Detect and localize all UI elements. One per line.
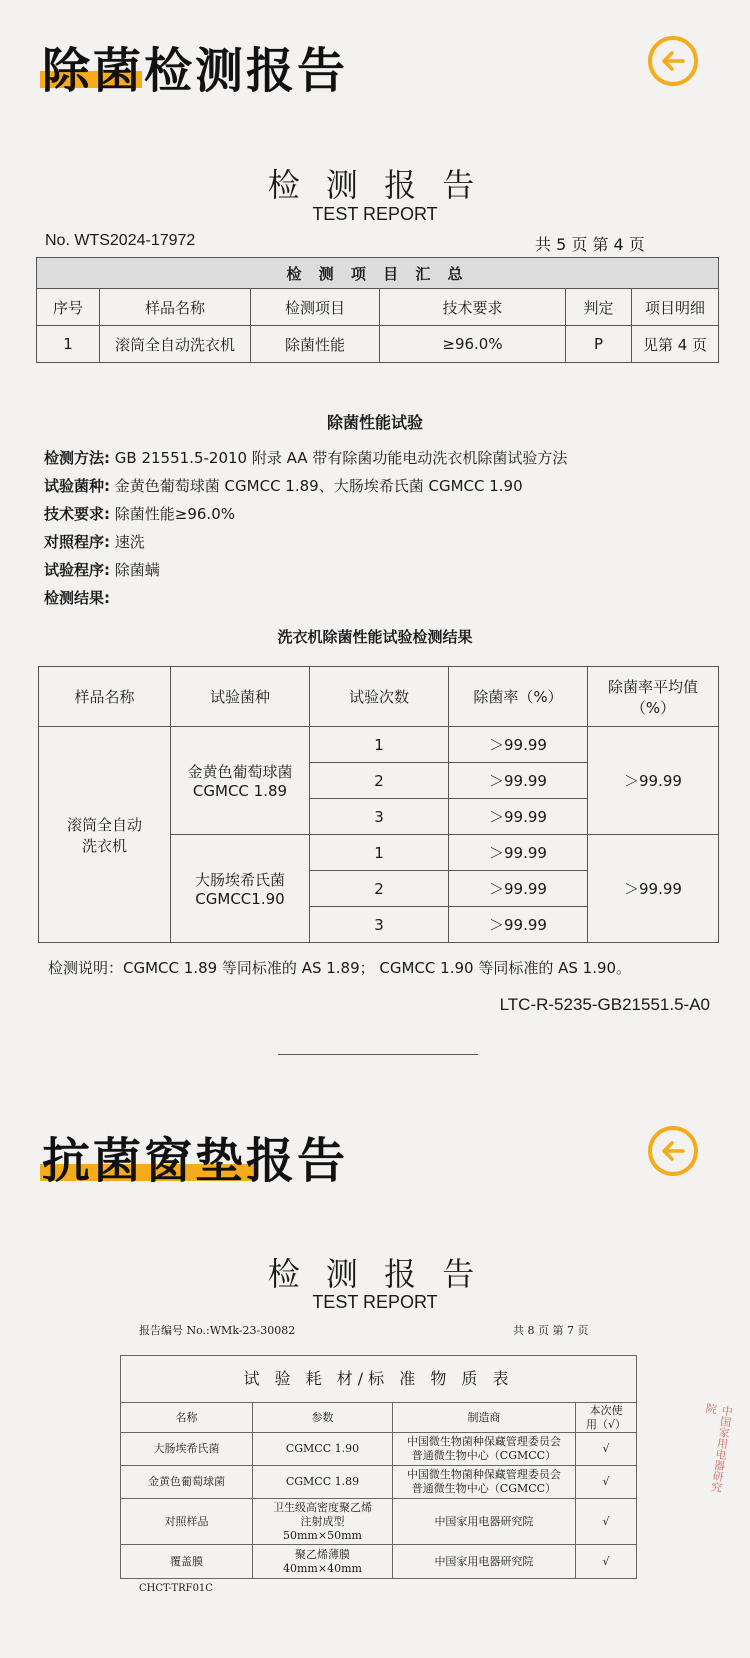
table-cell: 中国家用电器研究院: [392, 1499, 575, 1545]
doc-title: 检 测 报 告: [267, 1255, 483, 1293]
table-cell: 大肠埃希氏菌: [121, 1433, 253, 1466]
section-heading: 除菌检测报告: [42, 43, 349, 99]
strain-cell: 大肠埃希氏菌 CGMCC1.90: [171, 835, 310, 943]
column-header: 制造商: [392, 1403, 575, 1433]
run-cell: 3: [310, 907, 449, 943]
summary-table: [36, 257, 719, 363]
table-cell: 滚筒全自动洗衣机: [100, 326, 251, 363]
column-header: 项目明细: [632, 289, 719, 326]
field-row: [44, 475, 523, 496]
rate-cell: ＞99.99: [449, 799, 588, 835]
divider: [278, 1054, 478, 1055]
report-number: 报告编号 No.:WMk-23-30082: [139, 1324, 296, 1337]
table-cell: 除菌性能: [251, 326, 380, 363]
rate-cell: ＞99.99: [449, 763, 588, 799]
back-button[interactable]: [648, 1126, 698, 1176]
table-cell: CGMCC 1.89: [253, 1466, 393, 1499]
table-cell: CGMCC 1.90: [253, 1433, 393, 1466]
column-header: 名称: [121, 1403, 253, 1433]
field-label: 检测方法:: [44, 449, 110, 467]
field-value: 金黄色葡萄球菌 CGMCC 1.89、大肠埃希氏菌 CGMCC 1.90: [114, 477, 523, 495]
table-cell: 中国微生物菌种保藏管理委员会普通微生物中心（CGMCC）: [392, 1466, 575, 1499]
table-row: [37, 326, 719, 363]
page-info: 共 8 页 第 7 页: [513, 1324, 589, 1337]
column-header: 参数: [253, 1403, 393, 1433]
field-row: [44, 587, 110, 608]
field-value: GB 21551.5-2010 附录 AA 带有除菌功能电动洗衣机除菌试验方法: [114, 449, 568, 467]
column-header: 检测项目: [251, 289, 380, 326]
rate-cell: ＞99.99: [449, 835, 588, 871]
field-row: [44, 559, 160, 580]
table-cell: P: [566, 326, 632, 363]
table-caption: 试 验 耗 材/标 准 物 质 表: [121, 1356, 637, 1403]
column-header: 除菌率平均值（%）: [588, 667, 719, 727]
back-button[interactable]: [648, 36, 698, 86]
table-cell: ≥96.0%: [380, 326, 566, 363]
table-cell: √: [575, 1499, 636, 1545]
field-row: [44, 447, 567, 468]
result-title: 洗衣机除菌性能试验检测结果: [277, 628, 473, 646]
table-caption: 检 测 项 目 汇 总: [37, 258, 719, 289]
test-title: 除菌性能试验: [326, 413, 423, 432]
field-label: 对照程序:: [44, 533, 110, 551]
field-row: [44, 531, 145, 552]
table-cell: √: [575, 1466, 636, 1499]
field-label: 试验程序:: [44, 561, 110, 579]
average-cell: ＞99.99: [588, 835, 719, 943]
average-cell: ＞99.99: [588, 727, 719, 835]
column-header: 除菌率（%）: [449, 667, 588, 727]
column-header: 技术要求: [380, 289, 566, 326]
doc-subtitle: TEST REPORT: [312, 1292, 438, 1312]
run-cell: 2: [310, 871, 449, 907]
table-row: [121, 1499, 637, 1545]
section-heading: 抗菌窗垫报告: [42, 1133, 349, 1189]
strain-cell: 金黄色葡萄球菌 CGMCC 1.89: [171, 727, 310, 835]
materials-table: [120, 1355, 637, 1579]
table-cell: √: [575, 1545, 636, 1579]
rate-cell: ＞99.99: [449, 727, 588, 763]
column-header: 本次使用（√）: [575, 1403, 636, 1433]
sample-name-cell: 滚筒全自动洗衣机: [39, 727, 171, 943]
page-info: 共 5 页 第 4 页: [535, 235, 645, 254]
run-cell: 1: [310, 835, 449, 871]
doc-title: 检 测 报 告: [267, 166, 483, 204]
field-label: 检测结果:: [44, 589, 110, 607]
column-header: 样品名称: [39, 667, 171, 727]
table-cell: √: [575, 1433, 636, 1466]
field-value: 除菌螨: [114, 561, 160, 579]
column-header: 试验次数: [310, 667, 449, 727]
table-row: [121, 1433, 637, 1466]
doc-subtitle: TEST REPORT: [312, 204, 438, 224]
column-header: 判定: [566, 289, 632, 326]
result-table: [38, 666, 719, 943]
table-cell: 覆盖膜: [121, 1545, 253, 1579]
red-stamp: 中国家用电器研究院: [703, 1402, 735, 1494]
table-row: [121, 1545, 637, 1579]
field-value: 除菌性能≥96.0%: [114, 505, 236, 523]
field-value: 速洗: [114, 533, 145, 551]
doc-code: LTC-R-5235-GB21551.5-A0: [499, 995, 710, 1014]
table-cell: 卫生级高密度聚乙烯注射成型 50mm×50mm: [253, 1499, 393, 1545]
table-cell: 中国微生物菌种保藏管理委员会普通微生物中心（CGMCC）: [392, 1433, 575, 1466]
table-cell: 中国家用电器研究院: [392, 1545, 575, 1579]
test-note: 检测说明：CGMCC 1.89 等同标准的 AS 1.89； CGMCC 1.90 等同标准的 AS 1.90。: [48, 959, 632, 977]
rate-cell: ＞99.99: [449, 871, 588, 907]
run-cell: 1: [310, 727, 449, 763]
field-label: 试验菌种:: [44, 477, 110, 495]
report-number: No. WTS2024-17972: [45, 232, 196, 249]
table-cell: 1: [37, 326, 100, 363]
run-cell: 2: [310, 763, 449, 799]
column-header: 序号: [37, 289, 100, 326]
column-header: 样品名称: [100, 289, 251, 326]
table-row: [39, 727, 719, 763]
field-label: 技术要求:: [44, 505, 110, 523]
rate-cell: ＞99.99: [449, 907, 588, 943]
table-cell: 聚乙烯薄膜 40mm×40mm: [253, 1545, 393, 1579]
table-cell: 金黄色葡萄球菌: [121, 1466, 253, 1499]
table-cell: 对照样品: [121, 1499, 253, 1545]
footer-code: CHCT-TRF01C: [139, 1583, 213, 1594]
field-row: [44, 503, 235, 524]
column-header: 试验菌种: [171, 667, 310, 727]
table-cell: 见第 4 页: [632, 326, 719, 363]
table-row: [121, 1466, 637, 1499]
run-cell: 3: [310, 799, 449, 835]
